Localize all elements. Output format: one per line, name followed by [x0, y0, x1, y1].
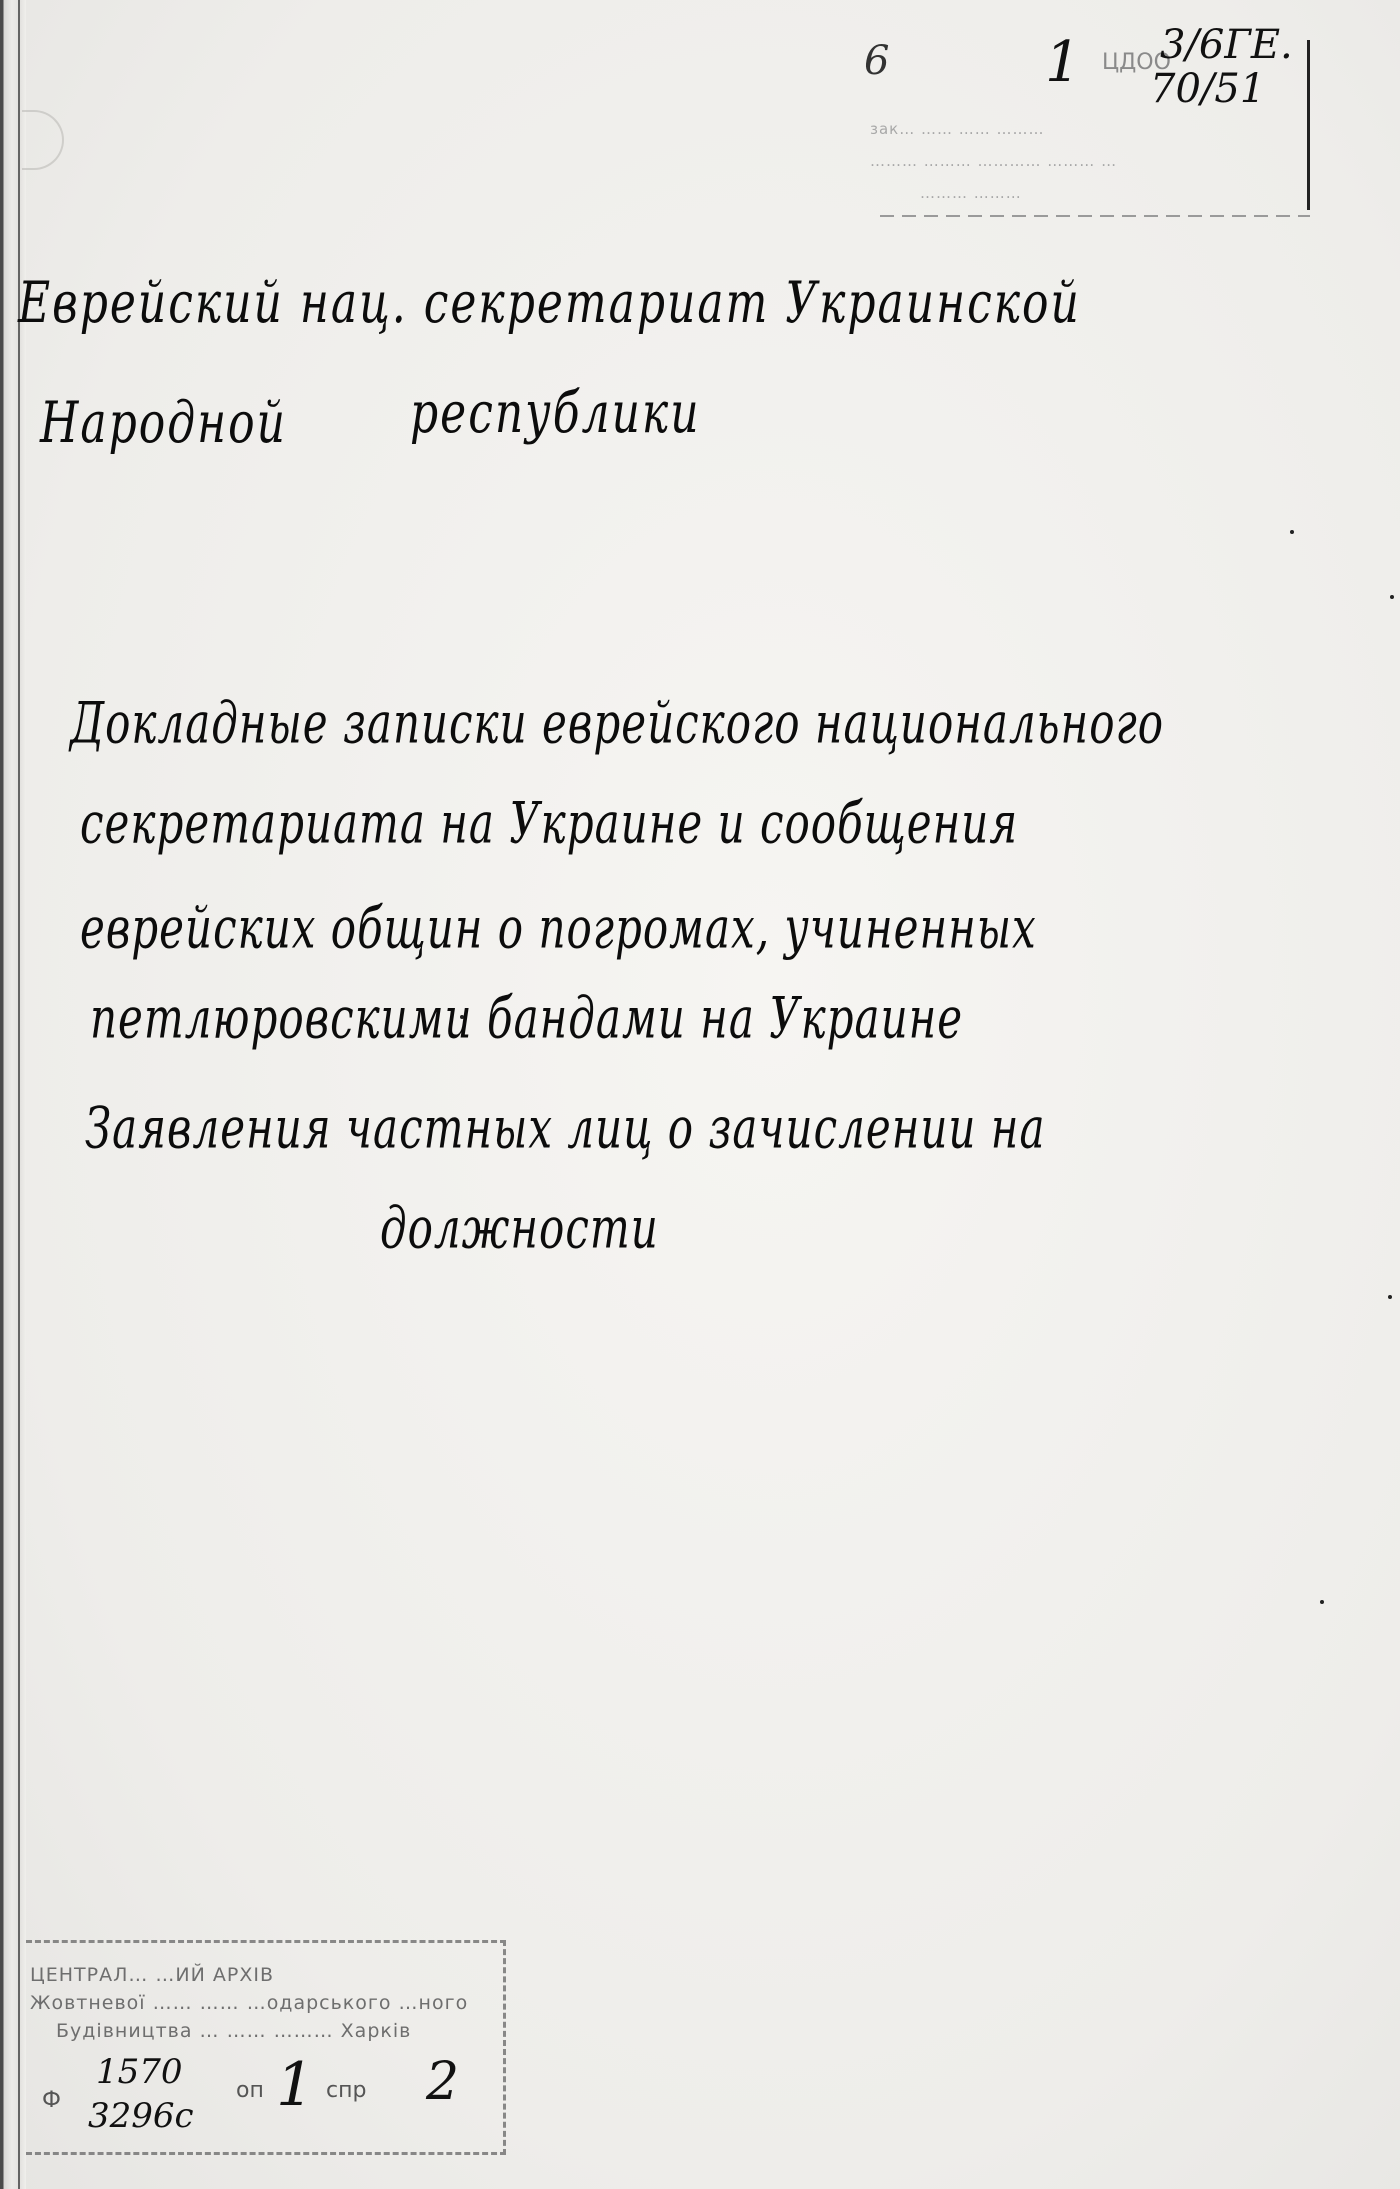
stamp-opis-label: оп — [236, 2078, 264, 2103]
stamp-fond-label: Ф — [42, 2088, 61, 2113]
body-line-5: Заявления частных лиц о зачислении на — [85, 1095, 1046, 1162]
stamp-label: ЦДОО — [1102, 50, 1171, 75]
stamp-number-left: 6 — [864, 38, 890, 84]
archive-stamp-top — [860, 20, 1310, 225]
stamp-line-3: Будівництва … …… ……… Харків — [56, 2020, 412, 2042]
body-line-4: петлюровскими бандами на Украине — [90, 985, 964, 1052]
header-line-2-right: республики — [410, 380, 701, 447]
stamp-border — [880, 215, 1310, 217]
stamp-faint-text: ……… ……… ………… ……… … — [870, 152, 1118, 170]
speck — [1388, 1295, 1392, 1299]
header-line-2-left: Народной — [40, 390, 287, 457]
archive-stamp-bottom — [26, 1940, 506, 2155]
body-line-6: должности — [380, 1195, 659, 1262]
stamp-faint-text: зак… …… …… ……… — [870, 120, 1045, 138]
stamp-sprava-label: спр — [326, 2078, 367, 2103]
stamp-fond-bottom: 3296с — [88, 2096, 194, 2136]
stamp-fond-lower: 70/51 — [1150, 66, 1266, 112]
stamp-border — [1307, 40, 1310, 210]
body-line-2: секретариата на Украине и сообщения — [80, 790, 1019, 857]
stamp-opis-value: 1 — [276, 2050, 315, 2120]
body-line-3: еврейских общин о погромах, учиненных — [80, 895, 1037, 962]
header-line-1: Еврейский нац. секретариат Украинской — [18, 270, 1081, 337]
stamp-fond-top: 1570 — [96, 2052, 183, 2092]
speck — [1290, 530, 1294, 534]
stamp-number-mid: 1 — [1045, 30, 1081, 95]
speck — [1390, 595, 1394, 599]
stamp-line-1: ЦЕНТРАЛ… …ИЙ АРХІВ — [30, 1964, 275, 1986]
stamp-fond-upper: 3/6ГЕ. — [1160, 22, 1293, 68]
speck — [1320, 1600, 1324, 1604]
body-line-1: Докладные записки еврейского национального — [70, 690, 1165, 757]
stamp-line-2: Жовтневої …… …… …одарського …ного — [30, 1992, 469, 2014]
stamp-faint-text: ……… ……… — [920, 184, 1022, 202]
punch-hole-mark — [22, 110, 64, 170]
stamp-sprava-value: 2 — [426, 2052, 460, 2112]
